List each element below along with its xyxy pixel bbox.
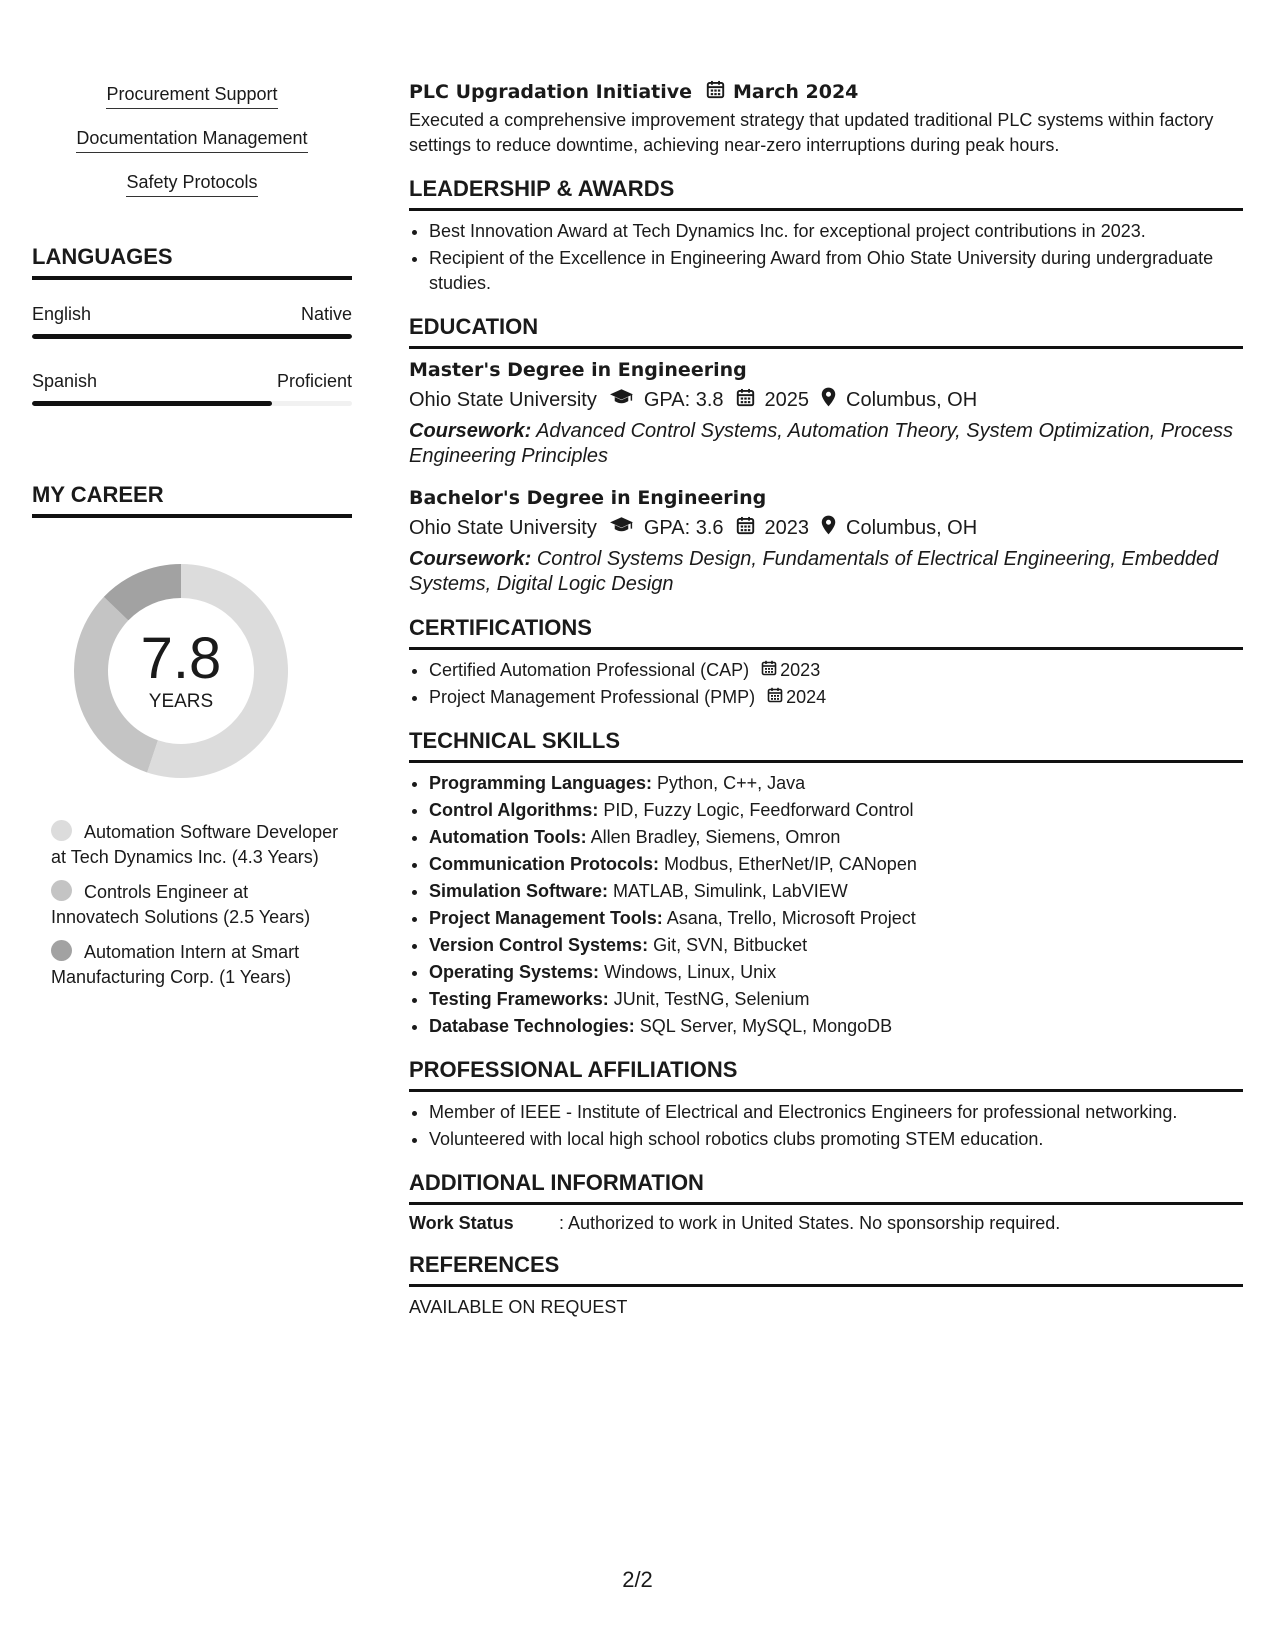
coursework-label: Coursework: — [409, 420, 532, 442]
language-bar-fill — [32, 401, 272, 406]
language-row — [32, 304, 352, 339]
technical-skills-heading: TECHNICAL SKILLS — [409, 728, 1243, 763]
certification-item — [429, 658, 1243, 683]
references-text: AVAILABLE ON REQUEST — [409, 1297, 628, 1317]
graduation-cap-icon — [609, 516, 634, 540]
career-total-value: 7.8 — [140, 626, 222, 691]
leadership-list — [429, 219, 1243, 296]
coursework-label: Coursework: — [409, 548, 532, 570]
legend-dot-icon — [51, 880, 72, 901]
skill-label: Control Algorithms: — [429, 800, 599, 820]
skill-item — [429, 933, 1243, 958]
certifications-heading: CERTIFICATIONS — [409, 615, 1243, 650]
skill-value: Git, SVN, Bitbucket — [653, 935, 808, 955]
gpa: GPA: 3.6 — [643, 516, 724, 539]
sidebar — [32, 84, 352, 1000]
graduation-year: 2023 — [764, 516, 810, 539]
references-heading: REFERENCES — [409, 1252, 1243, 1287]
list-item: • Recipient of the Excellence in Engineering Award from Ohio State University during undergraduate studies. — [429, 246, 1243, 296]
list-item: • Best Innovation Award at Tech Dynamics Inc. for exceptional project contributions in 2023. — [429, 219, 1243, 244]
skill-value: Windows, Linux, Unix — [604, 962, 777, 982]
list-item: • Volunteered with local high school robotics clubs promoting STEM education. — [429, 1127, 1243, 1152]
graduation-year: 2025 — [764, 388, 810, 411]
coursework — [409, 419, 1243, 469]
certification-name: • Project Management Professional (PMP) — [429, 687, 756, 707]
language-bar — [32, 334, 352, 339]
skill-value: Python, C++, Java — [657, 773, 806, 793]
skill-item — [429, 798, 1243, 823]
skill-label: Database Technologies: — [429, 1016, 635, 1036]
language-name: Spanish — [32, 371, 98, 391]
skill-label: Project Management Tools: — [429, 908, 663, 928]
language-level: Proficient — [276, 371, 352, 391]
skill-value: SQL Server, MySQL, MongoDB — [639, 1016, 893, 1036]
career-legend-text: Automation Software Developer at Tech Dynamics Inc. (4.3 Years) — [51, 822, 339, 867]
list-item: • Member of IEEE - Institute of Electrical and Electronics Engineers for professional networking. — [429, 1100, 1243, 1125]
skill-item — [429, 771, 1243, 796]
affiliations-heading: PROFESSIONAL AFFILIATIONS — [409, 1057, 1243, 1092]
language-row — [32, 371, 352, 406]
skill-value: MATLAB, Simulink, LabVIEW — [613, 881, 848, 901]
coursework-text: Advanced Control Systems, Automation Theory, System Optimization, Process Engineering Principles — [409, 420, 1234, 467]
location: Columbus, OH — [846, 516, 978, 539]
certification-item — [429, 685, 1243, 710]
graduation-cap-icon — [609, 388, 634, 412]
calendar-icon — [706, 80, 725, 104]
legend-dot-icon — [51, 940, 72, 961]
skill-value: Allen Bradley, Siemens, Omron — [590, 827, 841, 847]
school-name: Ohio State University — [409, 388, 597, 411]
project-title: PLC Upgradation Initiative — [409, 81, 693, 103]
skill-label: Testing Frameworks: — [429, 989, 609, 1009]
certification-name: • Certified Automation Professional (CAP) — [429, 660, 750, 680]
location: Columbus, OH — [846, 388, 978, 411]
page-number: 2/2 — [622, 1567, 653, 1592]
skill-label: Automation Tools: — [429, 827, 587, 847]
project-header — [409, 80, 1243, 104]
skill-value: Modbus, EtherNet/IP, CANopen — [664, 854, 917, 874]
calendar-icon — [736, 516, 755, 541]
work-status-row — [409, 1213, 1243, 1234]
work-status-value: : Authorized to work in United States. No sponsorship required. — [559, 1213, 1061, 1233]
skill-label: Operating Systems: — [429, 962, 600, 982]
project-date: March 2024 — [733, 81, 859, 103]
skill-item — [429, 825, 1243, 850]
skill-item — [429, 987, 1243, 1012]
skill-item — [429, 852, 1243, 877]
education-item — [409, 487, 1243, 597]
skill-link[interactable]: Documentation Management — [76, 128, 307, 153]
career-legend-text: Automation Intern at Smart Manufacturing Corp. (1 Years) — [51, 942, 300, 987]
project-description: Executed a comprehensive improvement strategy that updated traditional PLC systems within factory settings to reduce downtime, achieving near-zero interruptions during peak hours. — [409, 110, 1214, 155]
career-legend-text: Controls Engineer at Innovatech Solutions (2.5 Years) — [51, 882, 311, 927]
coursework — [409, 547, 1243, 597]
career-legend-item — [51, 820, 341, 870]
skill-value: PID, Fuzzy Logic, Feedforward Control — [603, 800, 914, 820]
calendar-icon — [761, 658, 777, 683]
additional-info-heading: ADDITIONAL INFORMATION — [409, 1170, 1243, 1205]
skill-item — [429, 906, 1243, 931]
skill-item — [429, 960, 1243, 985]
education-item — [409, 359, 1243, 469]
skill-value: JUnit, TestNG, Selenium — [613, 989, 810, 1009]
location-pin-icon — [821, 387, 836, 413]
education-meta — [409, 387, 1243, 413]
skill-item — [429, 1014, 1243, 1039]
education-meta — [409, 515, 1243, 541]
gpa: GPA: 3.8 — [643, 388, 724, 411]
affiliations-list — [429, 1100, 1243, 1152]
coursework-text: Control Systems Design, Fundamentals of Electrical Engineering, Embedded Systems, Digital Logic Design — [409, 548, 1219, 595]
career-donut-chart — [66, 556, 296, 786]
language-bar — [32, 401, 352, 406]
skill-label: Communication Protocols: — [429, 854, 660, 874]
career-legend-item — [51, 940, 341, 990]
degree-title: Bachelor's Degree in Engineering — [409, 487, 767, 509]
calendar-icon — [767, 685, 783, 710]
career-legend — [51, 820, 341, 990]
certification-year: 2024 — [786, 687, 827, 707]
skill-value: Asana, Trello, Microsoft Project — [666, 908, 916, 928]
career-heading: MY CAREER — [32, 482, 352, 518]
career-total-unit: YEARS — [148, 691, 214, 712]
skill-item — [429, 879, 1243, 904]
technical-skills-list — [429, 771, 1243, 1039]
certifications-list — [429, 658, 1243, 710]
skill-links — [32, 84, 352, 216]
skill-link[interactable]: Safety Protocols — [126, 172, 257, 197]
skill-label: Simulation Software: — [429, 881, 609, 901]
skill-label: Programming Languages: — [429, 773, 653, 793]
education-heading: EDUCATION — [409, 314, 1243, 349]
school-name: Ohio State University — [409, 516, 597, 539]
skill-link[interactable]: Procurement Support — [106, 84, 277, 109]
degree-title: Master's Degree in Engineering — [409, 359, 747, 381]
location-pin-icon — [821, 515, 836, 541]
certification-year: 2023 — [780, 660, 821, 680]
languages-heading: LANGUAGES — [32, 244, 352, 280]
language-level: Native — [300, 304, 352, 324]
leadership-heading: LEADERSHIP & AWARDS — [409, 176, 1243, 211]
career-legend-item — [51, 880, 341, 930]
skill-label: Version Control Systems: — [429, 935, 649, 955]
language-bar-fill — [32, 334, 352, 339]
language-name: English — [32, 304, 92, 324]
main-content — [409, 80, 1243, 1318]
legend-dot-icon — [51, 820, 72, 841]
calendar-icon — [736, 388, 755, 413]
work-status-label: Work Status — [409, 1213, 514, 1233]
